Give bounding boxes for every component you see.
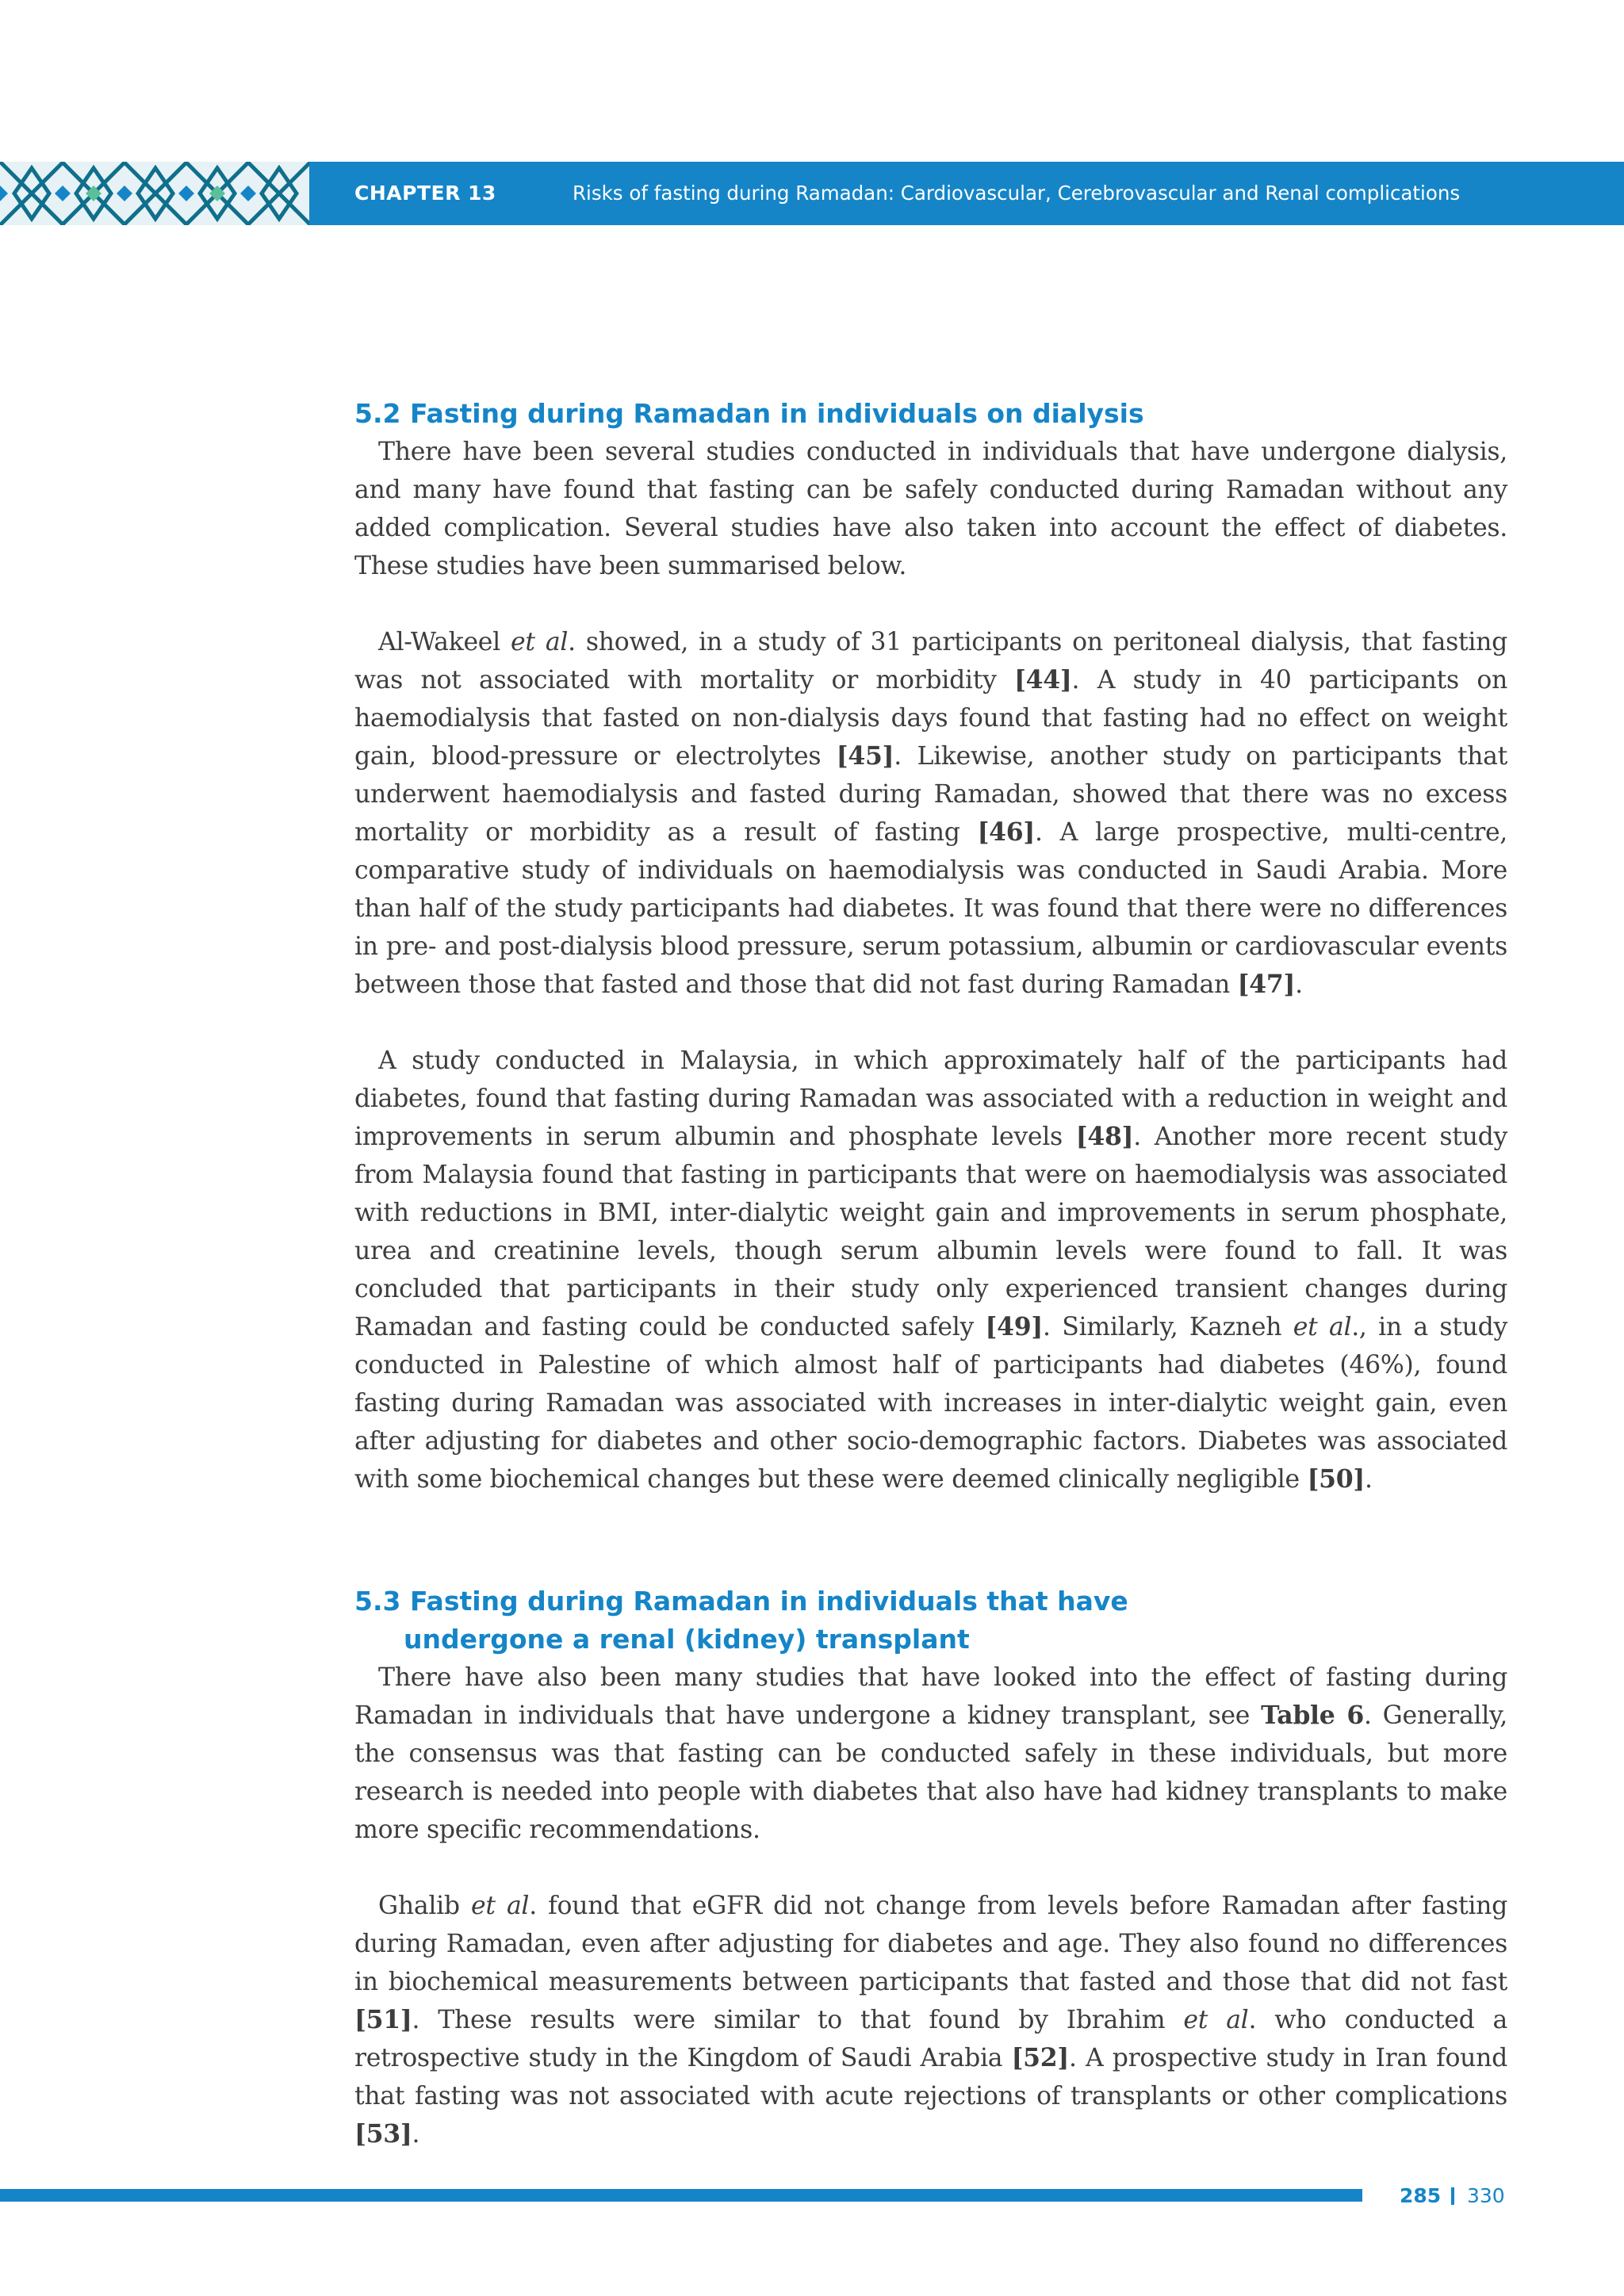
et-al-text: et al (471, 1892, 530, 1920)
citation-49: [49] (985, 1312, 1043, 1341)
paragraph-dialysis-intro: There have been several studies conducted in individuals that have undergone dialysis, and many have found that fasting can be safely conducted during Ramadan without any added complication. Several studies have also taken into account the effect of diabetes. These studies have been summarised below. (354, 438, 1507, 580)
citation-50: [50] (1307, 1464, 1365, 1494)
citation-52: [52] (1011, 2043, 1070, 2072)
citation-46: [46] (977, 817, 1036, 847)
citation-44: [44] (1014, 665, 1072, 695)
section-heading-5-2: 5.2 Fasting during Ramadan in individuals on dialysis (354, 398, 1144, 429)
paragraph-transplant-studies: Ghalib et al. found that eGFR did not change from levels before Ramadan after fasting during Ramadan, even after adjusting for diabetes and age. They also found no differences in biochemical measurements between participants that fasted and those that did not fast [51]. These results were similar to that found by Ibrahim et al. who conducted a retrospective study in the Kingdom of Saudi Arabia [52]. A prospective study in Iran found that fasting was not associated with acute rejections of transplants or other complications [53]. (354, 1892, 1508, 2149)
page-number: 285 (1400, 2184, 1442, 2207)
islamic-pattern-decoration (0, 162, 309, 225)
paragraph-malaysia-studies: A study conducted in Malaysia, in which approximately half of the participants had diabetes, found that fasting during Ramadan was associated with a reduction in weight and improvements in serum albumin and phosphate levels [48]. Another more recent study from Malaysia found that fasting in participants that were on haemodialysis was associated with reductions in BMI, inter-dialytic weight gain and improvements in serum phosphate, urea and creatinine levels, though serum albumin levels were found to fall. It was concluded that participants in their study only experienced transient changes during Ramadan and fasting could be conducted safely [49]. Similarly, Kazneh et al., in a study conducted in Palestine of which almost half of participants had diabetes (46%), found fasting during Ramadan was associated with increases in inter-dialytic weight gain, even after adjusting for diabetes and other socio-demographic factors. Diabetes was associated with some biochemical changes but these were deemed clinically negligible [50]. (354, 1047, 1507, 1494)
table-6-reference: Table 6 (1261, 1701, 1364, 1730)
chapter-label: CHAPTER 13 (354, 182, 496, 205)
et-al-text: et al (1293, 1313, 1352, 1341)
paragraph-dialysis-studies: Al-Wakeel et al. showed, in a study of 31 participants on peritoneal dialysis, that fasting was not associated with mortality or morbidity [44]. A study in 40 participants on haemodialysis that fasted on non-dialysis days found that fasting had no effect on weight gain, blood-pressure or electrolytes [45]. Likewise, another study on participants that underwent haemodialysis and fasted during Ramadan, showed that there was no excess mortality or morbidity as a result of fasting [46]. A large prospective, multi-centre, comparative study of individuals on haemodialysis was conducted in Saudi Arabia. More than half of the study participants had diabetes. It was found that there were no differences in pre- and post-dialysis blood pressure, serum potassium, albumin or cardiovascular events between those that fasted and those that did not fast during Ramadan [47]. (354, 628, 1508, 999)
et-al-text: et al (511, 628, 569, 656)
citation-53: [53] (354, 2119, 412, 2149)
citation-45: [45] (836, 741, 894, 771)
paragraph-transplant-intro: There have also been many studies that have looked into the effect of fasting during Ramadan in individuals that have undergone a kidney transplant, see Table 6. Generally, the consensus was that fasting can be conducted safely in these individuals, but more research is needed into people with diabetes that also have had kidney transplants to make more specific recommendations. (354, 1663, 1507, 1844)
citation-47: [47] (1237, 970, 1296, 999)
page-separator (1451, 2187, 1454, 2205)
main-content (354, 395, 1507, 2153)
et-al-text: et al (1183, 2006, 1249, 2034)
chapter-title: Risks of fasting during Ramadan: Cardiovascular, Cerebrovascular and Renal complications (573, 182, 1461, 205)
citation-51: [51] (354, 2005, 412, 2034)
section-heading-5-3: 5.3 Fasting during Ramadan in individuals that have undergone a renal (kidney) transplant (354, 1586, 1128, 1655)
footer-bar (0, 2189, 1362, 2202)
citation-48: [48] (1075, 1122, 1134, 1151)
page-total: 330 (1467, 2184, 1505, 2207)
